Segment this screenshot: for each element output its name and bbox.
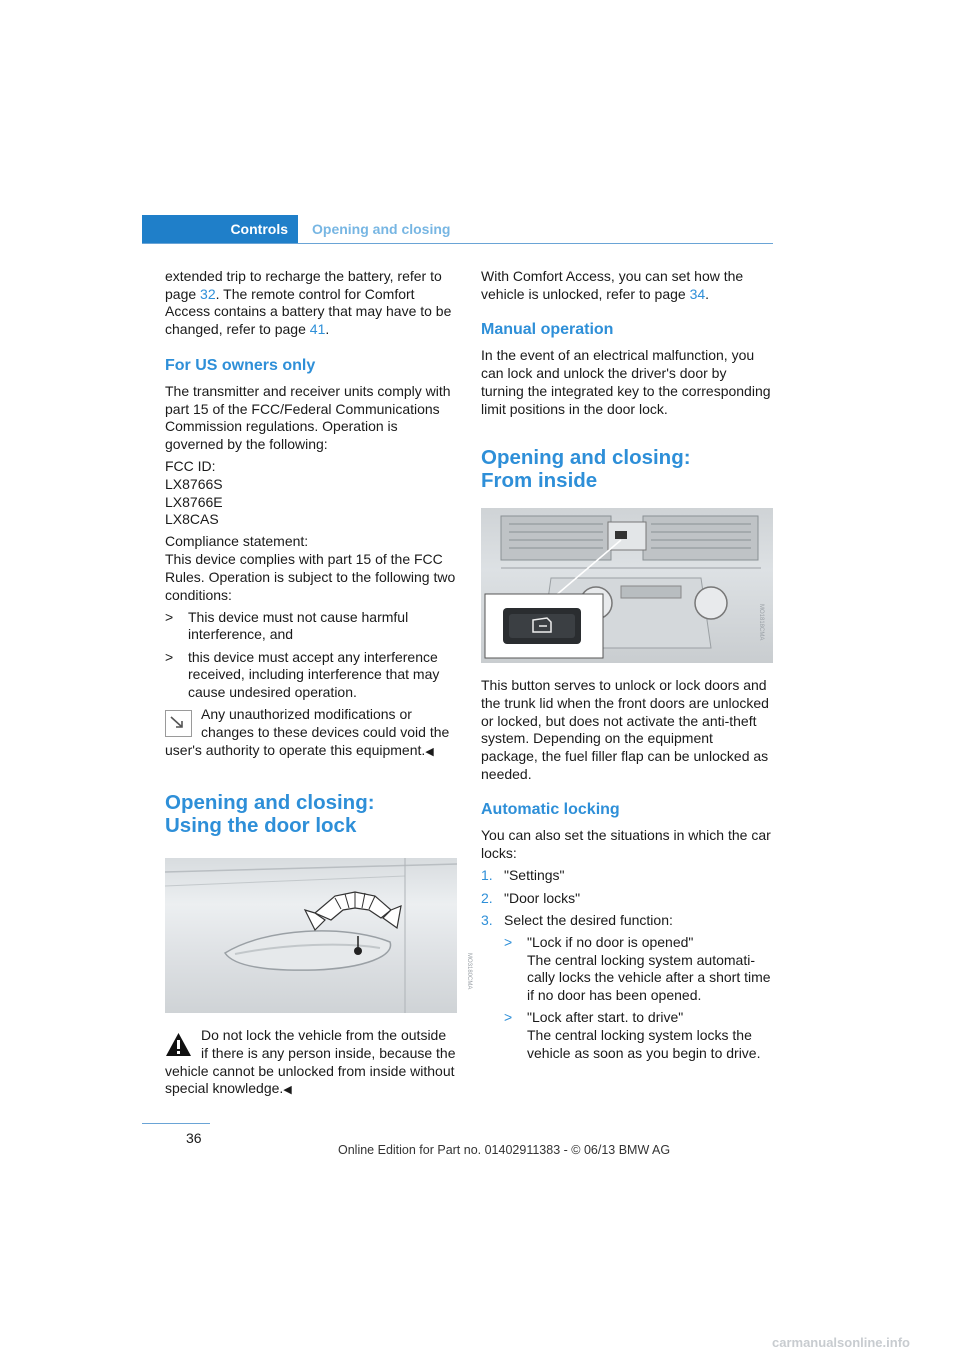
interior-button-figure bbox=[481, 508, 773, 663]
figure-code: MO1818CMA bbox=[758, 604, 764, 641]
section-heading-inside: Opening and closing: From inside bbox=[481, 446, 691, 493]
list-item: 1. "Settings" bbox=[481, 867, 565, 884]
header-subsection: Opening and closing bbox=[312, 221, 451, 237]
comfort-paragraph: With Comfort Access, you can set how the vehicle is unlocked, refer to page 34. bbox=[481, 268, 744, 302]
manual-paragraph: In the event of an electrical malfunction, you can lock and unlock the driver's door by turning the integrated key to the corresponding limit positions in the door lock. bbox=[481, 347, 771, 417]
page-header bbox=[142, 215, 773, 244]
list-item: > "Lock if no door is opened" The central locking system automati-cally locks the vehicle after a short time if no door has been opened. bbox=[504, 933, 771, 1004]
fcc-id: LX8766E bbox=[165, 493, 223, 510]
list-item: > this device must accept any interference received, including interference that may cause undesired operation. bbox=[165, 648, 440, 701]
page-number: 36 bbox=[186, 1130, 202, 1146]
note-icon bbox=[165, 710, 192, 737]
fcc-id-block: FCC ID: LX8766S LX8766E LX8CAS bbox=[165, 458, 223, 528]
footer-edition: Online Edition for Part no. 01402911383 - © 06/13 BMW AG bbox=[338, 1143, 671, 1157]
button-paragraph: This button serves to unlock or lock doors and the trunk lid when the front doors are unlocked or locked, but does not activate the anti-theft system. Depending on the equipment package, the fuel filler flap can be unlocked as needed. bbox=[481, 677, 769, 782]
auto-paragraph: You can also set the situations in which the car locks: bbox=[481, 827, 771, 862]
list-item: > "Lock after start. to drive" The central locking system locks the vehicle as soon as you begin to drive. bbox=[504, 1009, 761, 1061]
warning-icon bbox=[165, 1031, 192, 1058]
intro-paragraph: extended trip to recharge the battery, refer to page 32. The remote control for Comfort Access contains a battery that may have to be changed, refer to page 41. bbox=[165, 268, 452, 338]
end-mark: ◀ bbox=[283, 1084, 292, 1097]
fcc-id: LX8CAS bbox=[165, 511, 219, 528]
fcc-id: LX8766S bbox=[165, 475, 223, 492]
compliance-block: Compliance statement: This device complies with part 15 of the FCC Rules. Operation is subject to the following two conditions: bbox=[165, 533, 456, 603]
door-lock-figure bbox=[165, 858, 472, 1013]
list-item: 2. "Door locks" bbox=[481, 889, 581, 906]
page-link-32[interactable]: 32 bbox=[200, 285, 216, 302]
door-handle-illustration bbox=[165, 858, 457, 1013]
us-paragraph: The transmitter and receiver units comply with part 15 of the FCC/Federal Communications Commission regulations. Operation is governed by the following: bbox=[165, 382, 451, 452]
note-block: Any unauthorized modifications or changes to these devices could void the user's authority to operate this equipment.◀ bbox=[165, 706, 450, 758]
left-column bbox=[165, 268, 472, 1100]
list-item: > This device must not cause harmful interference, and bbox=[165, 608, 409, 643]
watermark: carmanualsonline.info bbox=[772, 1335, 910, 1350]
section-heading-door-lock: Opening and closing: Using the door lock bbox=[165, 791, 375, 838]
function-options bbox=[504, 934, 773, 1062]
warning-block: Do not lock the vehicle from the outside if there is any person inside, because the vehicle cannot be unlocked from inside without special knowledge.◀ bbox=[165, 1027, 456, 1097]
header-section: Controls bbox=[230, 221, 288, 237]
dashboard-illustration bbox=[481, 508, 773, 663]
figure-code: MO3180CMA bbox=[466, 953, 472, 990]
footer-rule bbox=[142, 1123, 210, 1124]
automatic-locking-heading: Automatic locking bbox=[481, 801, 620, 819]
page-link-34[interactable]: 34 bbox=[689, 285, 706, 302]
header-section-tab bbox=[142, 215, 298, 243]
manual-operation-heading: Manual operation bbox=[481, 321, 614, 339]
us-owners-heading: For US owners only bbox=[165, 356, 316, 374]
page-link-41[interactable]: 41 bbox=[309, 321, 326, 338]
right-column bbox=[481, 268, 773, 1067]
end-mark: ◀ bbox=[425, 745, 434, 758]
list-item: 3. Select the desired function: > "Lock if no door is opened" The central locking system automati-cally locks the vehicle after a short time if no door has been opened. > "Lock after start. to drive" The central locking system locks the vehicle as soon as you begin to drive. bbox=[481, 912, 773, 1063]
